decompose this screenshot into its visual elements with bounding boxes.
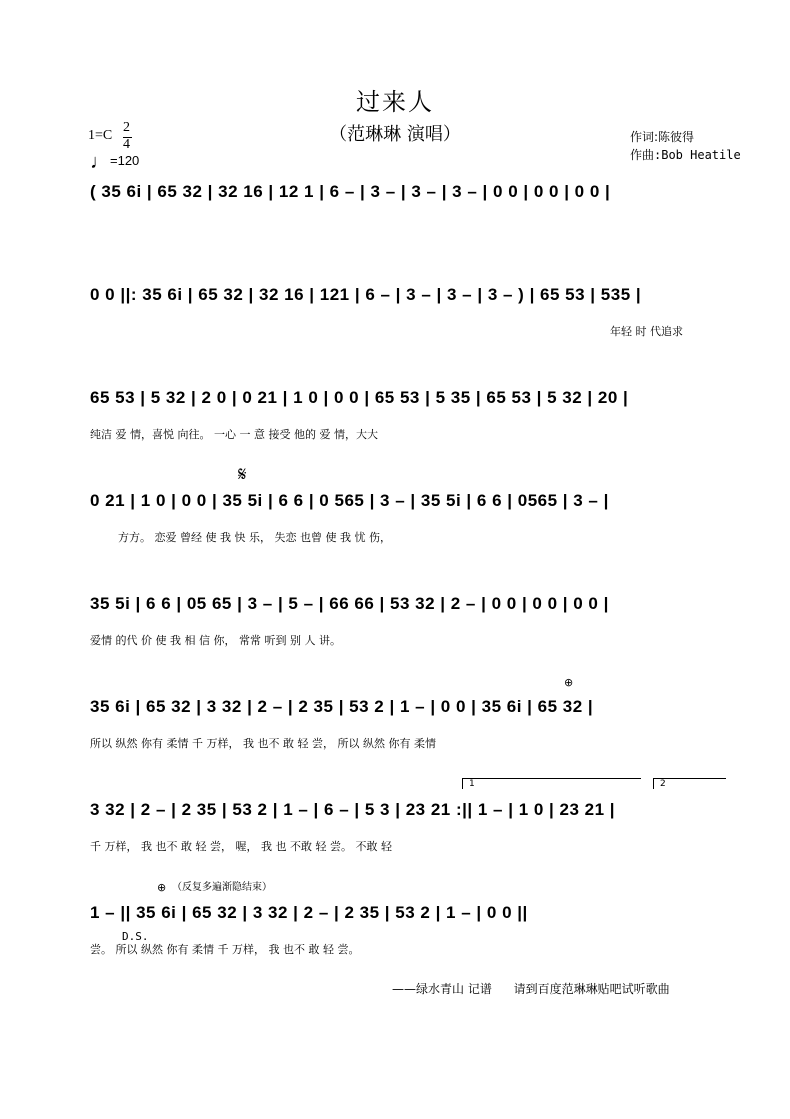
coda-icon: ⊕: [564, 676, 574, 689]
quarter-note-icon: ♩: [90, 151, 110, 173]
lyric-line: 所以 纵然 你有 柔情 千 万样， 我 也不 敢 轻 尝， 所以 纵然 你有 柔情: [90, 737, 436, 750]
lyric-line: 方方。 恋爱 曾经 使 我 快 乐， 失恋 也曾 使 我 忧 伤，: [118, 531, 391, 544]
song-title: 过来人: [356, 88, 434, 116]
notation-line: 35 5i | 6 6 | 05 65 | 3 – | 5 – | 66 66 | 53 32 | 2 – | 0 0 | 0 0 | 0 0 |: [90, 594, 609, 613]
tempo-marking: [90, 148, 139, 171]
segno-icon: 𝄋: [238, 462, 247, 486]
lyric-line: 尝。 所以 纵然 你有 柔情 千 万样， 我 也不 敢 轻 尝。: [90, 943, 360, 956]
notation-line: ( 35 6i | 65 32 | 32 16 | 12 1 | 6 – | 3 – | 3 – | 3 – | 0 0 | 0 0 | 0 0 |: [90, 182, 611, 201]
notation-line: 3 32 | 2 – | 2 35 | 53 2 | 1 – | 6 – | 5 3 | 23 21 :|| 1 – | 1 0 | 23 21 |: [90, 800, 616, 819]
notation-line: 35 6i | 65 32 | 3 32 | 2 – | 2 35 | 53 2 | 1 – | 0 0 | 35 6i | 65 32 |: [90, 697, 594, 716]
notation-line: 1 – || 35 6i | 65 32 | 3 32 | 2 – | 2 35 | 53 2 | 1 – | 0 0 ||: [90, 903, 528, 922]
listening-note: 请到百度范琳琳贴吧试听歌曲: [513, 982, 670, 996]
transcriber-credit: ——绿水青山 记谱: [392, 982, 492, 996]
lyric-line: 纯洁 爱 情，喜悦 向往。 一心 一 意 接受 他的 爱 情，大大: [90, 428, 378, 441]
time-signature-top: 2: [123, 120, 130, 135]
fade-instruction: （反复多遍渐隐结束）: [172, 882, 272, 893]
performer-subtitle: （范琳琳 演唱）: [329, 124, 461, 145]
lyric-line: 年轻 时 代追求: [610, 325, 683, 338]
lyricist-credit: 作词:陈彼得: [630, 130, 695, 144]
notation-line: 65 53 | 5 32 | 2 0 | 0 21 | 1 0 | 0 0 | 65 53 | 5 35 | 65 53 | 5 32 | 20 |: [90, 388, 629, 407]
notation-line: 0 21 | 1 0 | 0 0 | 35 5i | 6 6 | 0 565 | 3 – | 35 5i | 6 6 | 0565 | 3 – |: [90, 491, 609, 510]
footer-credits: [392, 980, 688, 997]
dal-segno-mark: D.S.: [122, 930, 149, 943]
lyric-line: 爱情 的代 价 使 我 相 信 你， 常常 听到 别 人 讲。: [90, 634, 341, 647]
volta-first-ending: 1: [462, 778, 641, 789]
lyric-line: 千 万样， 我 也不 敢 轻 尝， 喔， 我 也 不敢 轻 尝。 不敢 轻: [90, 840, 392, 853]
tempo-value: =120: [110, 153, 140, 168]
volta-second-ending: 2: [653, 778, 726, 789]
key-signature: 1=C: [88, 128, 113, 143]
time-signature-bottom: 4: [123, 137, 130, 152]
notation-line: 0 0 ||: 35 6i | 65 32 | 32 16 | 121 | 6 – | 3 – | 3 – | 3 – ) | 65 53 | 535 |: [90, 285, 642, 304]
coda-icon: ⊕: [157, 881, 167, 894]
composer-credit: 作曲:Bob Heatile: [630, 148, 741, 162]
